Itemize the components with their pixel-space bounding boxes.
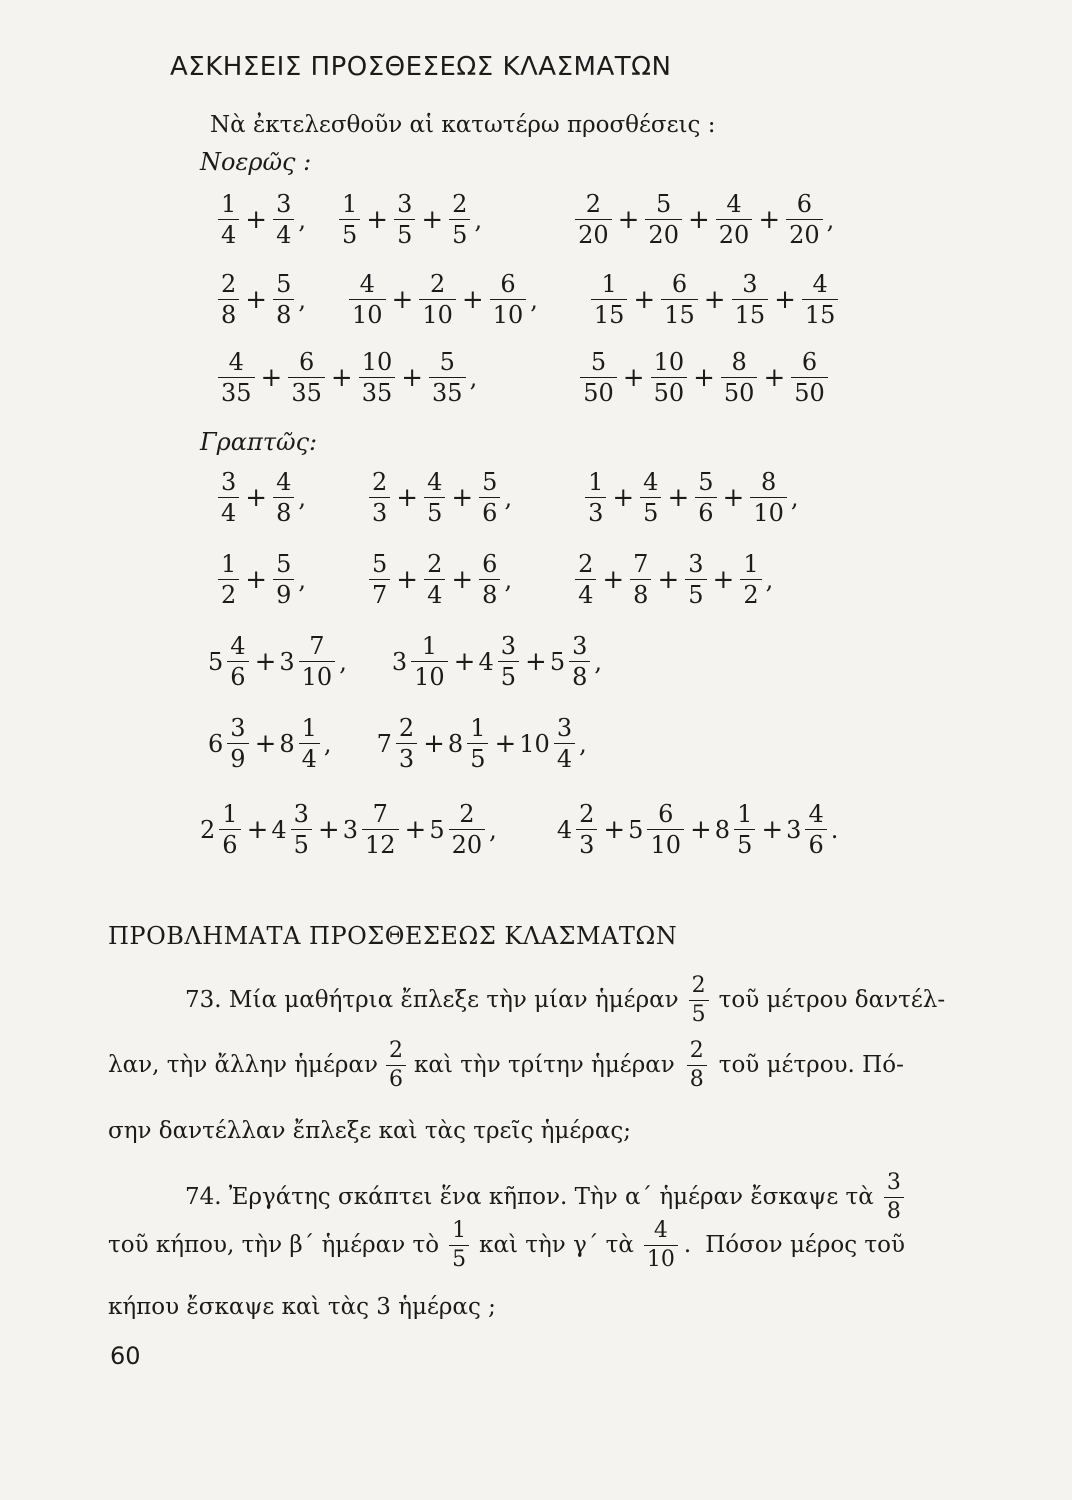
text: καὶ τὴν γ΄ τὰ: [479, 1232, 634, 1258]
plus-sign: +: [317, 814, 340, 845]
whole-part: 3: [391, 647, 408, 676]
whole-part: 5: [208, 647, 224, 676]
fraction: $\frac{3}{5}$: [394, 192, 415, 247]
whole-part: 3: [342, 815, 358, 844]
fraction: $\frac{10}{35}$: [359, 350, 396, 405]
plus-sign: +: [396, 564, 419, 595]
text: 74. Ἐργάτης σκάπτει ἕνα κῆπον. Τὴν α΄ ἡμέραν ἔσκαψε τὰ: [185, 1184, 874, 1210]
fraction: $\frac{4}{15}$: [802, 272, 839, 327]
fraction: $\frac{2}{5}$: [689, 975, 709, 1026]
text: λαν, τὴν ἄλλην ἡμέραν: [108, 1052, 378, 1078]
instruction: Νὰ ἐκτελεσθοῦν αἱ κατωτέρω προσθέσεις :: [210, 112, 716, 138]
fraction: $\frac{3}{8}$: [884, 1172, 904, 1223]
comma: ,: [298, 205, 306, 234]
fraction: $\frac{6}{10}$: [490, 272, 527, 327]
period: .: [683, 1232, 692, 1258]
fraction: $\frac{2}{8}$: [218, 272, 239, 327]
plus-sign: +: [260, 362, 283, 393]
written-row-3: [208, 634, 602, 689]
fraction: $\frac{3}{4}$: [218, 470, 239, 525]
fraction: $\frac{7}{8}$: [630, 552, 651, 607]
problem-73-line-3: σην δαντέλλαν ἔπλεξε καὶ τὰς τρεῖς ἡμέρας;: [108, 1118, 631, 1144]
plus-sign: +: [245, 482, 268, 513]
plus-sign: +: [396, 482, 419, 513]
fraction: $\frac{5}{6}$: [479, 470, 500, 525]
whole-part: 8: [279, 729, 295, 758]
plus-sign: +: [667, 482, 690, 513]
plus-sign: +: [453, 646, 476, 677]
whole-part: 6: [208, 729, 224, 758]
fraction: $\frac{4}{5}$: [424, 470, 445, 525]
comma: ,: [530, 285, 538, 314]
comma: ,: [474, 205, 483, 234]
fraction: $\frac{1}{5}$: [339, 192, 360, 247]
fraction: $\frac{3}{8}$: [569, 634, 590, 689]
fraction: $\frac{3}{4}$: [273, 192, 294, 247]
whole-part: 8: [447, 729, 464, 758]
plus-sign: +: [366, 204, 389, 235]
text: τοῦ κήπου, τὴν β΄ ἡμέραν τὸ: [108, 1232, 440, 1258]
fraction: $\frac{8}{10}$: [750, 470, 787, 525]
text: Πόσον μέρος τοῦ: [705, 1232, 905, 1258]
problem-74-line-3: κήπου ἔσκαψε καὶ τὰς 3 ἡμέρας ;: [108, 1294, 496, 1320]
whole-part: 2: [200, 815, 216, 844]
fraction: $\frac{1}{3}$: [585, 470, 606, 525]
plus-sign: +: [421, 204, 444, 235]
plus-sign: +: [254, 728, 277, 759]
fraction: $\frac{5}{20}$: [645, 192, 682, 247]
fraction: $\frac{2}{3}$: [576, 802, 597, 857]
whole-part: 5: [549, 647, 566, 676]
whole-part: 5: [628, 815, 644, 844]
fraction: $\frac{2}{10}$: [419, 272, 456, 327]
fraction: $\frac{1}{5}$: [467, 716, 488, 771]
page-title: ΑΣΚΗΣΕΙΣ ΠΡΟΣΘΕΣΕΩΣ ΚΛΑΣΜΑΤΩΝ: [170, 52, 672, 82]
plus-sign: +: [461, 284, 484, 315]
fraction: $\frac{3}{5}$: [685, 552, 706, 607]
plus-sign: +: [763, 362, 786, 393]
whole-part: 7: [376, 729, 392, 758]
plus-sign: +: [404, 814, 427, 845]
fraction: $\frac{6}{10}$: [647, 802, 684, 857]
fraction: $\frac{3}{5}$: [291, 802, 312, 857]
problem-74-line-2: [108, 1220, 905, 1271]
fraction: $\frac{1}{4}$: [299, 716, 320, 771]
plus-sign: +: [401, 362, 424, 393]
comma: ,: [594, 647, 603, 676]
fraction: $\frac{4}{35}$: [218, 350, 255, 405]
plus-sign: +: [246, 814, 269, 845]
whole-part: 10: [519, 729, 550, 758]
fraction: $\frac{4}{10}$: [349, 272, 386, 327]
fraction: $\frac{4}{20}$: [716, 192, 753, 247]
fraction: $\frac{1}{10}$: [411, 634, 448, 689]
plus-sign: +: [712, 564, 735, 595]
text: 73. Μία μαθήτρια ἔπλεξε τὴν μίαν ἡμέραν: [185, 987, 679, 1013]
plus-sign: +: [617, 204, 640, 235]
fraction: $\frac{2}{8}$: [687, 1040, 707, 1091]
fraction: $\frac{2}{6}$: [386, 1040, 406, 1091]
plus-sign: +: [451, 482, 474, 513]
fraction: $\frac{5}{6}$: [695, 470, 716, 525]
fraction: $\frac{1}{4}$: [218, 192, 239, 247]
plus-sign: +: [693, 362, 715, 393]
plus-sign: +: [687, 204, 710, 235]
plus-sign: +: [690, 814, 712, 845]
mental-heading: Νοερῶς :: [200, 148, 312, 176]
fraction: $\frac{4}{10}$: [644, 1220, 678, 1271]
whole-part: 4: [556, 815, 573, 844]
written-row-5: [200, 802, 838, 857]
plus-sign: +: [451, 564, 474, 595]
plus-sign: +: [245, 284, 268, 315]
plus-sign: +: [758, 204, 781, 235]
written-row-4: [208, 716, 587, 771]
fraction: $\frac{3}{15}$: [732, 272, 769, 327]
text: καὶ τὴν τρίτην ἡμέραν: [413, 1052, 675, 1078]
plus-sign: +: [774, 284, 796, 315]
written-heading: Γραπτῶς:: [200, 428, 318, 456]
page-number: 60: [110, 1342, 141, 1370]
fraction: $\frac{1}{15}$: [591, 272, 628, 327]
fraction: $\frac{6}{35}$: [288, 350, 325, 405]
fraction: $\frac{2}{4}$: [424, 552, 445, 607]
plus-sign: +: [657, 564, 680, 595]
comma: ,: [298, 565, 306, 594]
plus-sign: +: [703, 284, 726, 315]
mental-row-2: [215, 272, 841, 327]
plus-sign: +: [423, 728, 445, 759]
comma: ,: [489, 815, 497, 844]
fraction: $\frac{2}{3}$: [369, 470, 390, 525]
comma: ,: [339, 647, 347, 676]
problems-heading: ΠΡΟΒΛΗΜΑΤΑ ΠΡΟΣΘΕΣΕΩΣ ΚΛΑΣΜΑΤΩΝ: [108, 922, 678, 950]
fraction: $\frac{6}{50}$: [791, 350, 828, 405]
fraction: $\frac{2}{3}$: [396, 716, 417, 771]
whole-part: 3: [279, 647, 295, 676]
plus-sign: +: [254, 646, 277, 677]
text: τοῦ μέτρου. Πό-: [718, 1052, 904, 1078]
comma: ,: [469, 363, 478, 392]
fraction: $\frac{10}{50}$: [651, 350, 688, 405]
comma: ,: [298, 483, 306, 512]
fraction: $\frac{3}{5}$: [498, 634, 519, 689]
written-row-1: [215, 470, 799, 525]
plus-sign: +: [603, 814, 626, 845]
fraction: $\frac{5}{8}$: [273, 272, 294, 327]
problem-73-line-1: [185, 975, 945, 1026]
fraction: $\frac{5}{7}$: [369, 552, 390, 607]
fraction: $\frac{1}{5}$: [449, 1220, 469, 1271]
written-row-2: [215, 552, 773, 607]
fraction: $\frac{6}{15}$: [661, 272, 698, 327]
fraction: $\frac{2}{20}$: [449, 802, 486, 857]
plus-sign: +: [761, 814, 784, 845]
fraction: $\frac{3}{4}$: [554, 716, 575, 771]
fraction: $\frac{2}{20}$: [575, 192, 612, 247]
plus-sign: +: [330, 362, 353, 393]
fraction: $\frac{1}{2}$: [218, 552, 239, 607]
comma: ,: [504, 483, 513, 512]
plus-sign: +: [245, 204, 268, 235]
comma: ,: [790, 483, 799, 512]
fraction: $\frac{2}{5}$: [449, 192, 470, 247]
mental-row-3: [215, 350, 831, 405]
plus-sign: +: [612, 482, 635, 513]
whole-part: 4: [478, 647, 494, 676]
fraction: $\frac{1}{5}$: [734, 802, 755, 857]
comma: ,: [765, 565, 774, 594]
fraction: $\frac{4}{6}$: [227, 634, 248, 689]
plus-sign: +: [494, 728, 517, 759]
whole-part: 4: [271, 815, 287, 844]
fraction: $\frac{7}{10}$: [299, 634, 336, 689]
fraction: $\frac{4}{8}$: [273, 470, 294, 525]
fraction: $\frac{6}{8}$: [479, 552, 500, 607]
plus-sign: +: [602, 564, 625, 595]
problem-74-line-1: [185, 1172, 914, 1223]
plus-sign: +: [245, 564, 268, 595]
fraction: $\frac{3}{9}$: [227, 716, 248, 771]
comma: ,: [323, 729, 332, 758]
fraction: $\frac{5}{9}$: [273, 552, 294, 607]
fraction: $\frac{1}{6}$: [219, 802, 240, 857]
comma: ,: [826, 205, 835, 234]
fraction: $\frac{1}{2}$: [740, 552, 761, 607]
fraction: $\frac{5}{50}$: [580, 350, 617, 405]
comma: ,: [579, 729, 587, 758]
fraction: $\frac{4}{6}$: [805, 802, 826, 857]
plus-sign: +: [391, 284, 414, 315]
plus-sign: +: [633, 284, 656, 315]
whole-part: 8: [714, 815, 731, 844]
fraction: $\frac{2}{4}$: [575, 552, 596, 607]
fraction: $\frac{4}{5}$: [640, 470, 661, 525]
fraction: $\frac{6}{20}$: [786, 192, 823, 247]
fraction: $\frac{7}{12}$: [362, 802, 399, 857]
whole-part: 5: [429, 815, 445, 844]
fraction: $\frac{8}{50}$: [721, 350, 758, 405]
plus-sign: +: [622, 362, 645, 393]
plus-sign: +: [722, 482, 745, 513]
comma: ,: [504, 565, 513, 594]
whole-part: 3: [786, 815, 802, 844]
mental-row-1: [215, 192, 834, 247]
problem-73-line-2: [108, 1040, 904, 1091]
plus-sign: +: [525, 646, 547, 677]
comma: ,: [298, 285, 306, 314]
fraction: $\frac{5}{35}$: [429, 350, 466, 405]
period: .: [830, 815, 839, 844]
text: τοῦ μέτρου δαντέλ-: [718, 987, 946, 1013]
